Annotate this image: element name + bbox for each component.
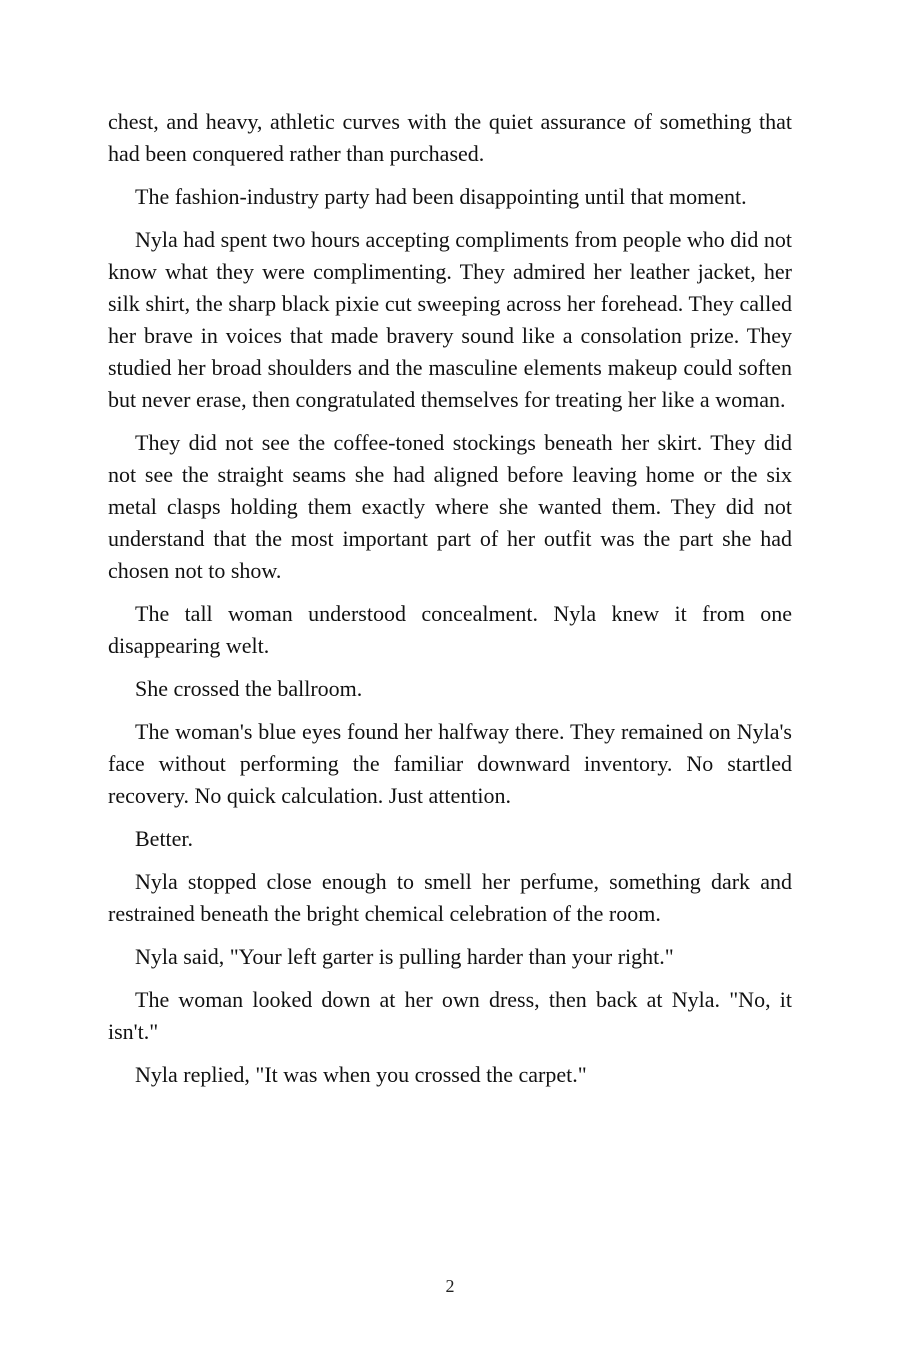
paragraph: The woman's blue eyes found her halfway there. They remained on Nyla's face without performing the familiar downward inventory. No startled recovery. No quick calculation. Just attention.	[108, 719, 792, 808]
paragraph: Nyla said, "Your left garter is pulling harder than your right."	[135, 944, 674, 969]
paragraph: The tall woman understood concealment. Nyla knew it from one disappearing welt.	[108, 601, 792, 658]
body-text	[108, 106, 792, 1102]
paragraph: The woman looked down at her own dress, then back at Nyla. "No, it isn't."	[108, 987, 792, 1044]
paragraph: She crossed the ballroom.	[135, 676, 363, 701]
paragraph-continued: chest, and heavy, athletic curves with the quiet assurance of something that had been conquered rather than purchased.	[108, 109, 792, 166]
paragraph: Better.	[135, 826, 194, 851]
paragraph: They did not see the coffee-toned stockings beneath her skirt. They did not see the straight seams she had aligned before leaving home or the six metal clasps holding them exactly where she wanted them. They did not understand that the most important part of her outfit was the part she had chosen not to show.	[108, 430, 792, 583]
paragraph: Nyla stopped close enough to smell her perfume, something dark and restrained beneath the bright chemical celebration of the room.	[108, 869, 792, 926]
paragraph: Nyla replied, "It was when you crossed the carpet."	[135, 1062, 587, 1087]
page-number: 2	[445, 1276, 455, 1296]
paragraph: The fashion-industry party had been disappointing until that moment.	[135, 184, 747, 209]
paragraph: Nyla had spent two hours accepting compliments from people who did not know what they were complimenting. They admired her leather jacket, her silk shirt, the sharp black pixie cut sweeping across her forehead. They called her brave in voices that made bravery sound like a consolation prize. They studied her broad shoulders and the masculine elements makeup could soften but never erase, then congratulated themselves for treating her like a woman.	[108, 227, 792, 412]
